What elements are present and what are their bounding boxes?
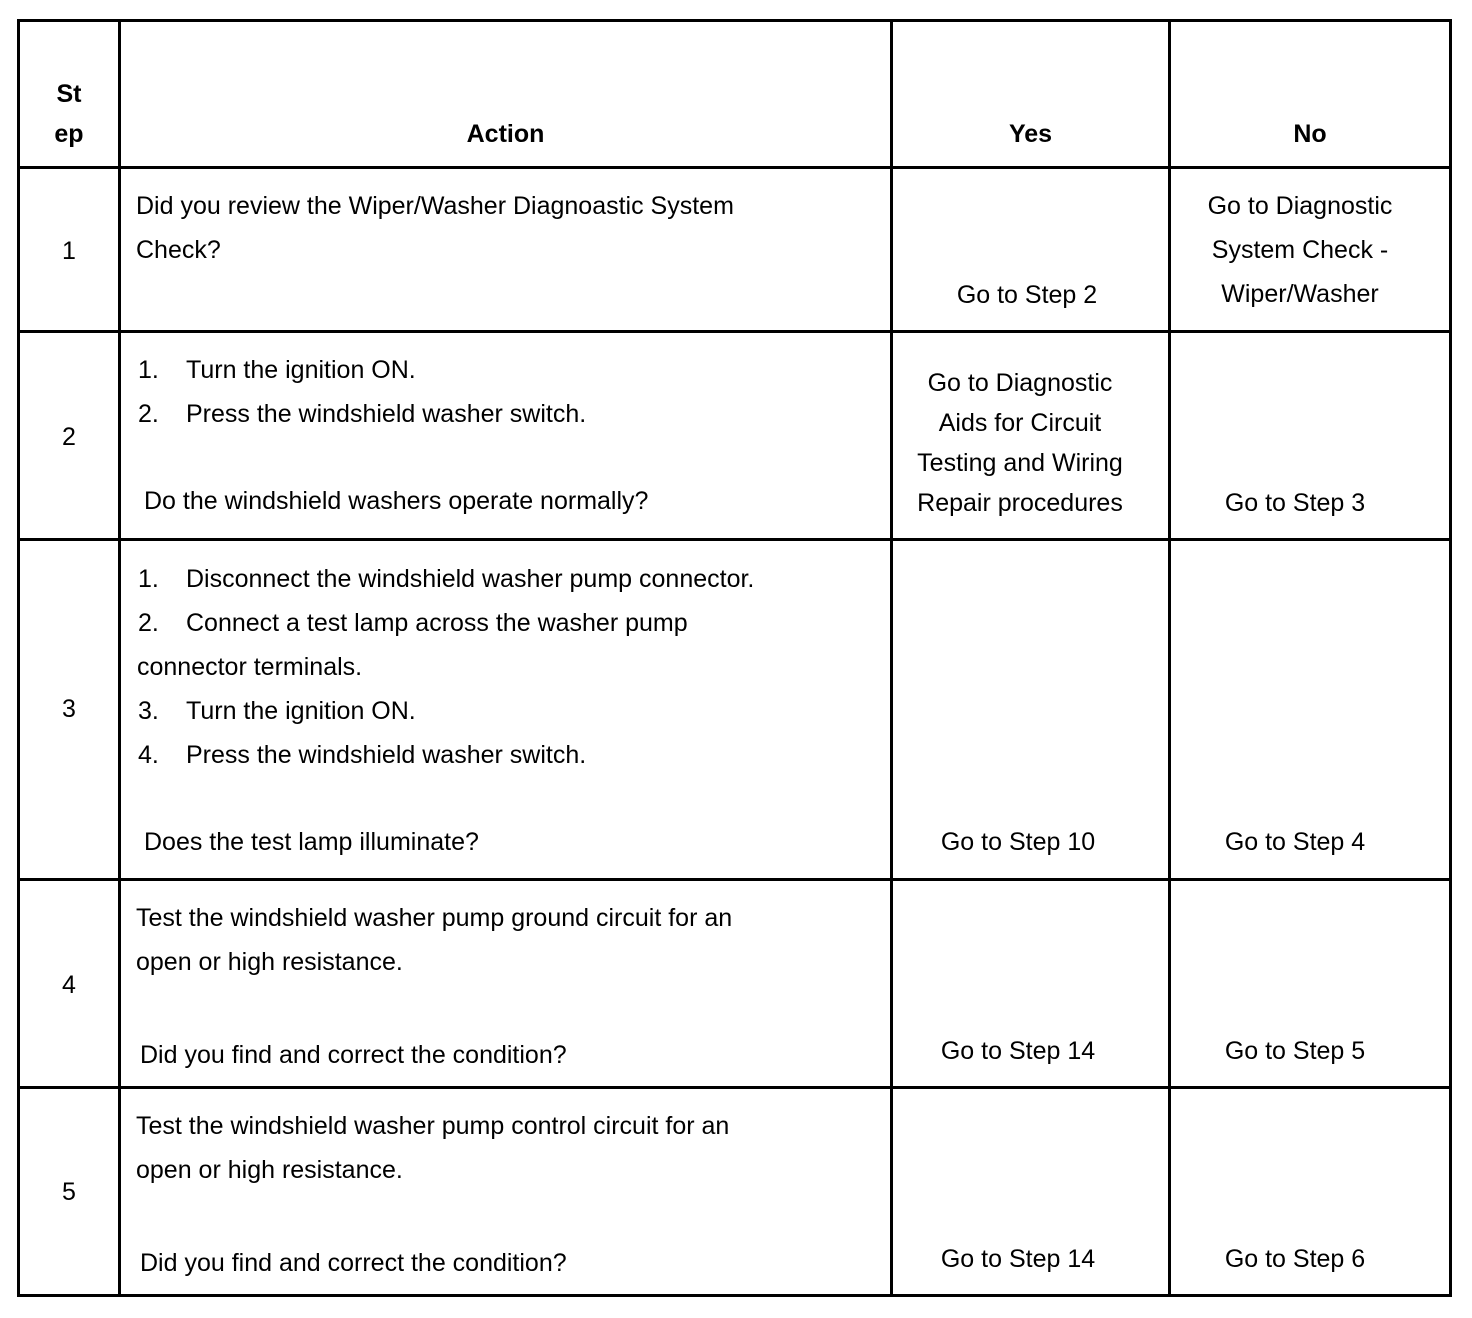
- row-divider: [20, 166, 1449, 169]
- header-step: [20, 74, 118, 154]
- column-divider: [890, 22, 893, 1294]
- action-line: Check?: [136, 236, 221, 264]
- item-text: Connect a test lamp across the washer pump: [186, 609, 688, 637]
- item-number: 2.: [138, 609, 159, 637]
- step-number: 3: [62, 695, 76, 723]
- action-list-item: [138, 689, 883, 733]
- action-line: Test the windshield washer pump ground circuit for an: [136, 904, 733, 932]
- item-text: Turn the ignition ON.: [186, 356, 416, 384]
- item-text: Turn the ignition ON.: [186, 697, 416, 725]
- yes-line: Testing and Wiring: [917, 449, 1123, 477]
- yes-line: Go to Diagnostic: [927, 369, 1113, 397]
- action-question: Did you find and correct the condition?: [140, 1041, 567, 1069]
- action-text: [136, 184, 876, 272]
- item-number: 2.: [138, 400, 159, 428]
- header-yes: Yes: [1008, 120, 1053, 148]
- header-step-line1: St: [56, 80, 82, 108]
- item-number: 1.: [138, 356, 159, 384]
- column-divider: [118, 22, 121, 1294]
- step-number: 1: [62, 237, 76, 265]
- header-step-line2: ep: [54, 120, 84, 148]
- action-line: Test the windshield washer pump control circuit for an: [136, 1112, 730, 1140]
- row-divider: [20, 538, 1449, 541]
- action-list-item: [138, 392, 878, 436]
- step-number: 2: [62, 423, 76, 451]
- action-line: Did you review the Wiper/Washer Diagnoastic System: [136, 192, 734, 220]
- no-result: [1171, 184, 1429, 316]
- action-question: Did you find and correct the condition?: [140, 1249, 567, 1277]
- no-result: Go to Step 4: [1224, 828, 1366, 856]
- yes-result: [893, 363, 1147, 523]
- action-list-item: [138, 348, 878, 392]
- action-question: Do the windshield washers operate normally?: [144, 487, 649, 515]
- action-list-item: [138, 601, 883, 645]
- no-result: Go to Step 5: [1224, 1037, 1366, 1065]
- item-number: 4.: [138, 741, 159, 769]
- row-divider: [20, 330, 1449, 333]
- action-line: open or high resistance.: [136, 1156, 403, 1184]
- yes-result: Go to Step 10: [940, 828, 1096, 856]
- action-list: [138, 348, 878, 436]
- action-line: open or high resistance.: [136, 948, 403, 976]
- step-number: 4: [62, 971, 76, 999]
- yes-line: Aids for Circuit: [938, 409, 1102, 437]
- header-action: Action: [466, 120, 545, 148]
- item-number: 1.: [138, 565, 159, 593]
- item-text: Press the windshield washer switch.: [186, 741, 587, 769]
- no-line: Wiper/Washer: [1221, 280, 1379, 308]
- item-text: Press the windshield washer switch.: [186, 400, 587, 428]
- action-list-item: [138, 557, 883, 601]
- yes-result: Go to Step 14: [940, 1037, 1096, 1065]
- yes-line: Repair procedures: [917, 489, 1123, 517]
- action-list-continuation: connector terminals.: [137, 653, 363, 681]
- no-result: Go to Step 6: [1224, 1245, 1366, 1273]
- action-question: Does the test lamp illuminate?: [144, 828, 479, 856]
- no-result: Go to Step 3: [1224, 489, 1366, 517]
- no-line: System Check -: [1211, 236, 1389, 264]
- yes-result: Go to Step 2: [956, 281, 1098, 309]
- item-text: Disconnect the windshield washer pump connector.: [186, 565, 755, 593]
- no-line: Go to Diagnostic: [1207, 192, 1393, 220]
- action-list-item: [138, 733, 883, 777]
- action-text: [136, 1104, 881, 1192]
- row-divider: [20, 1086, 1449, 1089]
- row-divider: [20, 878, 1449, 881]
- yes-result: Go to Step 14: [940, 1245, 1096, 1273]
- diagnostic-table: [17, 19, 1452, 1297]
- step-number: 5: [62, 1178, 76, 1206]
- action-list: [138, 557, 883, 777]
- item-number: 3.: [138, 697, 159, 725]
- header-no: No: [1293, 120, 1327, 148]
- action-text: [136, 896, 881, 984]
